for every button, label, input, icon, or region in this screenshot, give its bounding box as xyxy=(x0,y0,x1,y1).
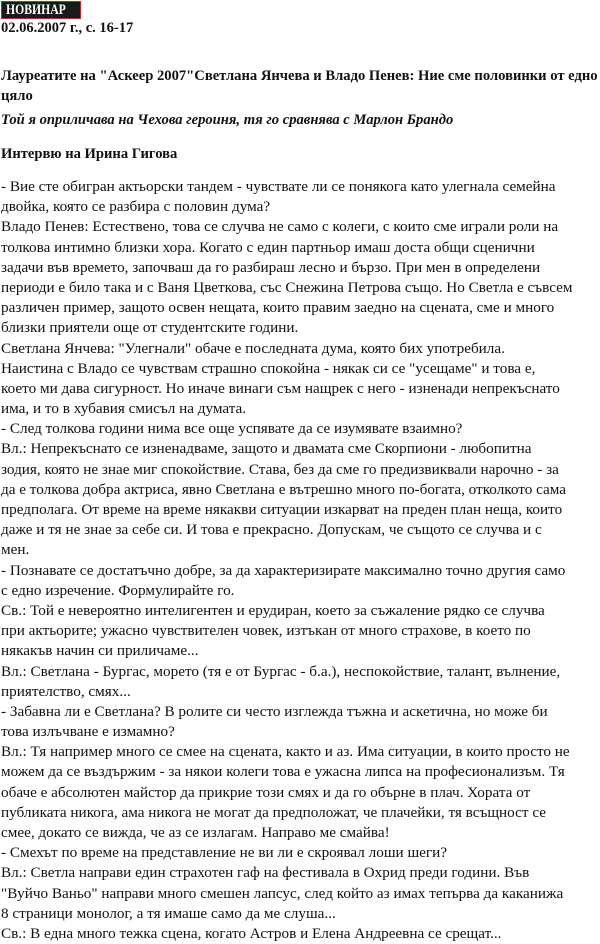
body-line: с едно изречение. Формулирайте го. xyxy=(1,581,235,599)
body-line: - След толкова години нима все още успявате да се изумявате взаимно? xyxy=(1,420,463,438)
body-line: някакъв начин си приличаме... xyxy=(1,642,199,660)
body-line: предполага. От време на време някакви ситуации изкарват на преден план неща, които xyxy=(1,501,563,518)
body-line: приятелство, смях... xyxy=(1,682,131,700)
body-line: различен пример, защото освен нещата, които правим заедно на сцената, сме и много xyxy=(1,299,555,317)
body-line: публиката никога, ама никога не могат да предположат, че плачейки, тя всъщност се xyxy=(1,803,546,821)
body-line: което ми дава сигурност. Но иначе винаги съм нащрек с него - изненади непрекъснато xyxy=(1,379,560,397)
body-line: има, и то в хубавия смисъл на думата. xyxy=(1,400,247,418)
body-line: Вл.: Тя например много се смее на сцената, както и аз. Има ситуации, в които просто не xyxy=(1,743,570,761)
article-headline: Лауреатите на "Аскеер 2007"Светлана Янчева и Владо Пенев: Ние сме половинки от едно цяло xyxy=(1,68,598,104)
body-line: обаче е абсолютен майстор да прикрие този смях и да го обърне в плач. Хората от xyxy=(1,783,531,801)
body-line: - Забавна ли е Светлана? В ролите си често изглежда тъжна и аскетична, но може би xyxy=(1,702,548,720)
body-line: периоди е било така и с Ваня Цветкова, със Снежина Петрова също. Но Светла е съвсем xyxy=(1,278,573,296)
publication-dateline: 02.06.2007 г., с. 16-17 xyxy=(1,20,134,36)
body-line: - Вие сте обигран актьорски тандем - чувствате ли се понякога като улегнала семейна xyxy=(1,178,556,195)
body-line: 8 страници монолог, а тя имаше само да ме слуша... xyxy=(1,904,336,922)
body-line: двойка, която се разбира с половин дума? xyxy=(1,198,271,216)
body-line: зодия, която не знае миг спокойствие. Става, без да сме го предизвиквали нарочно - за xyxy=(1,460,559,478)
body-line: Светлана Янчева: "Улегнали" обаче е последната дума, която бих употребила. xyxy=(1,339,505,357)
body-line: - Познавате се достатъчно добре, за да характеризирате максимално точно другия само xyxy=(1,561,566,579)
body-line: Св.: В една много тежка сцена, когато Астров и Елена Андреевна се срещат... xyxy=(1,924,502,942)
body-line: Вл.: Непрекъснато се изненадваме, защото и двамата сме Скорпиони - любопитна xyxy=(1,440,532,458)
body-line: Вл.: Светлана - Бургас, морето (тя е от Бургас - б.а.), неспокойствие, талант, вълнение, xyxy=(1,662,561,680)
body-line: Владо Пенев: Естествено, това се случва не само с колеги, с които сме играли роли на xyxy=(1,218,559,236)
body-line: Св.: Той е невероятно интелигентен и ерудиран, което за съжаление рядко се случва xyxy=(1,601,545,619)
body-line: Наистина с Владо се чувствам страшно спокойна - някак си се "усещаме" и това е, xyxy=(1,359,536,377)
body-line: това излъчване е измамно? xyxy=(1,723,175,741)
body-line: "Вуйчо Ваньо" направи много смешен лапсус, след който аз имах тепърва да каканижа xyxy=(1,884,564,902)
body-line: близки приятели още от студентските години. xyxy=(1,319,299,337)
body-line: - Смехът по време на представление не ви ли е скроявал лоши шеги? xyxy=(1,844,448,862)
body-line: при актьорите; ужасно чувствителен човек, изтъкан от много страхове, в което по xyxy=(1,622,531,640)
newspaper-logo xyxy=(1,1,81,19)
body-line: толкова интимно близки хора. Когато с един партньор имаш доста общи сценични xyxy=(1,238,535,256)
article-subtitle: Той я оприличава на Чехова героиня, тя го сравнява с Марлон Брандо xyxy=(1,112,454,128)
body-line: да е толкова добра актриса, явно Светлана е вътрешно много по-богата, отколкото сама xyxy=(1,480,567,498)
article-body xyxy=(1,177,600,944)
body-line: мен. xyxy=(1,541,30,559)
body-line: можем да се въздържим - за някои колеги това е ужасна липса на професионализъм. Тя xyxy=(1,763,565,781)
body-line: Вл.: Светла направи един страхотен гаф на фестивала в Охрид преди години. Във xyxy=(1,864,530,882)
body-line: даже и тя не знае за себе си. И това е прекрасно. Допускам, че същото се случва и с xyxy=(1,521,542,539)
body-line: смее, докато се вижда, че аз се излагам. Направо ме смайва! xyxy=(1,824,390,841)
body-line: задачи във времето, започваш да го разбираш лесно и бързо. При мен в определени xyxy=(1,258,541,276)
logo-text: НОВИНАР xyxy=(6,2,66,18)
article-byline: Интервю на Ирина Гигова xyxy=(1,146,178,162)
